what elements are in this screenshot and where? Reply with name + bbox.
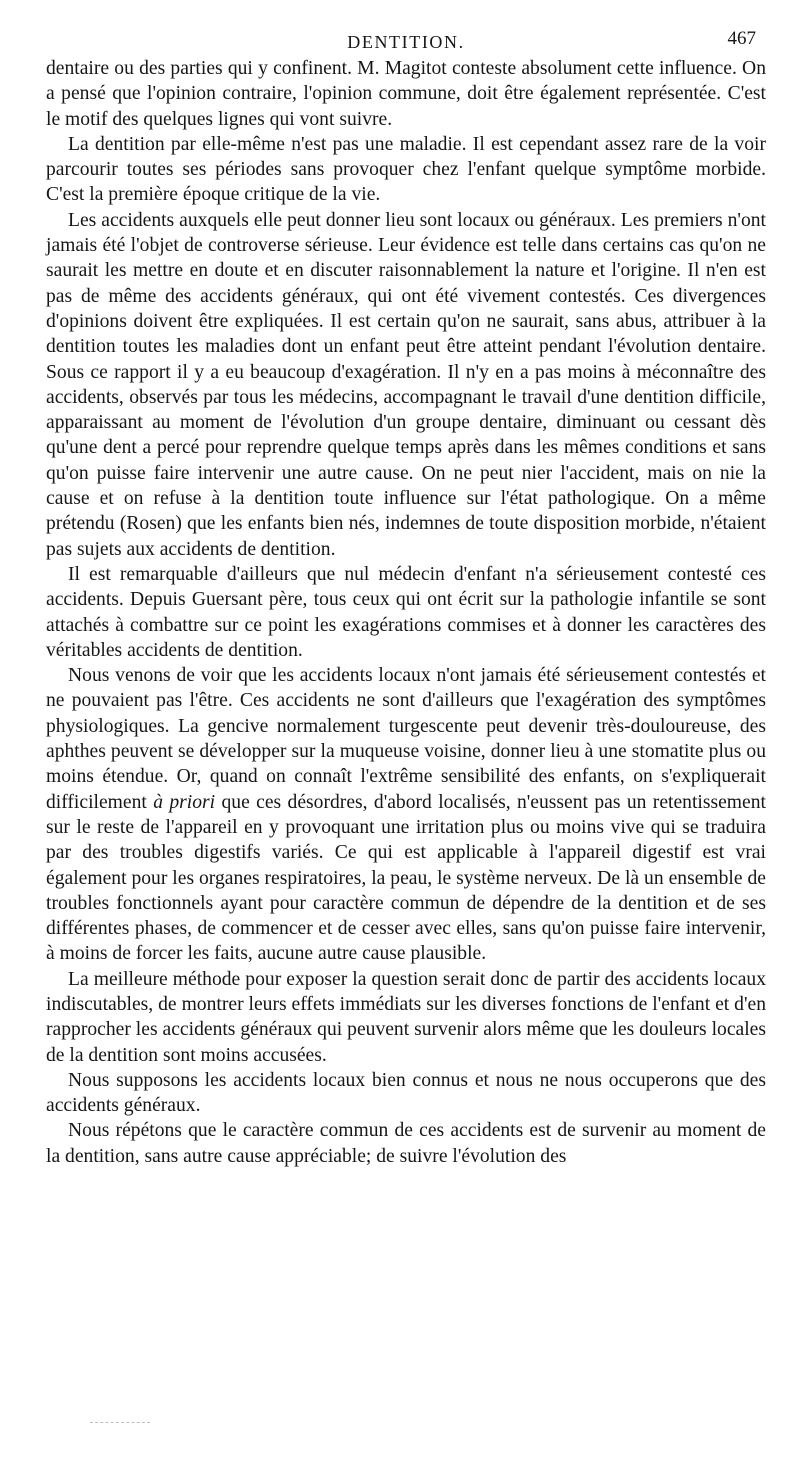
paragraph-text: Il est remarquable d'ailleurs que nul médecin d'enfant n'a sérieusement contesté ces accidents. Depuis Guersant père, tous ceux qui ont écrit sur la pathologie infantile se sont attachés à combattre sur ce point les exagérations commises et à donner les caractères des véritables accidents de dentition. <box>46 563 766 661</box>
paragraph <box>46 967 766 1068</box>
running-head <box>46 0 766 56</box>
running-title: DENTITION. <box>347 32 465 52</box>
printing-mark <box>90 1422 150 1424</box>
paragraph <box>46 562 766 663</box>
paragraph <box>46 663 766 967</box>
paragraph-text: La dentition par elle-même n'est pas une maladie. Il est cependant assez rare de la voir parcourir toutes ses périodes sans provoquer chez l'enfant quelque symptôme morbide. C'est la première époque critique de la vie. <box>46 133 766 206</box>
paragraph-text: dentaire ou des parties qui y confinent. M. Magitot conteste absolument cette influence. On a pensé que l'opinion contraire, l'opinion commune, doit être également représentée. C'est le motif des quelques lignes qui vont suivre. <box>46 58 766 130</box>
paragraph-text: Les accidents auxquels elle peut donner lieu sont locaux ou généraux. Les premiers n'ont jamais été l'objet de controverse sérieuse. Leur évidence est telle dans certains cas qu'on ne saurait les mettre en doute et en discuter raisonnablement la nature et l'origine. Il n'en est pas de même des accidents généraux, qui ont été vivement contestés. Ces divergences d'opinions doivent être expliquées. Il est certain qu'on ne saurait, sans abus, attribuer à la dentition toutes les maladies dont un enfant peut être atteint pendant l'évolution dentaire. Sous ce rapport il y a eu beaucoup d'exagération. Il n'y en a pas moins à méconnaître des accidents, observés par tous les médecins, accompagnant le travail d'une dentition difficile, apparaissant au moment de l'évolution d'un groupe dentaire, diminuant ou cessant dès qu'une dent a percé pour reprendre quelque temps après dans les mêmes conditions et sans qu'on puisse faire intervenir une autre cause. On ne peut nier l'accident, mais on nie la cause et on refuse à la dentition toute influence sur l'état pathologique. On a même prétendu (Rosen) que les enfants bien nés, indemnes de toute disposition morbide, n'étaient pas sujets aux accidents de dentition. <box>46 209 766 560</box>
paragraph-text: Nous répétons que le caractère commun de ces accidents est de survenir au moment de la dentition, sans autre cause appréciable; de suivre l'évolution des <box>46 1120 766 1167</box>
paragraph <box>46 132 766 208</box>
paragraph <box>46 1118 766 1169</box>
paragraph-text: La meilleure méthode pour exposer la question serait donc de partir des accidents locaux indiscutables, de montrer leurs effets immédiats sur les diverses fonctions de l'enfant et d'en rapprocher les accidents généraux qui peuvent survenir alors même que les douleurs locales de la dentition sont moins accusées. <box>46 968 766 1066</box>
paragraph <box>46 56 766 132</box>
paragraph-text: que ces désordres, d'abord localisés, n'eussent pas un retentissement sur le reste de l'appareil en y provoquant une irritation plus ou moins vive qui se traduira par des troubles digestifs variés. Ce qui est applicable à l'appareil digestif est vrai également pour les organes respiratoires, la peau, le système nerveux. De là un ensemble de troubles fonctionnels ayant pour caractère commun de dépendre de la dentition et de ses différentes phases, de commencer et de cesser avec elles, sans qu'on puisse faire intervenir, à moins de forcer les faits, aucune autre cause plausible. <box>46 791 766 965</box>
body-text <box>46 56 766 1169</box>
paragraph <box>46 208 766 562</box>
paragraph-text: Nous supposons les accidents locaux bien connus et nous ne nous occuperons que des accidents généraux. <box>46 1069 766 1117</box>
italic-phrase: à priori <box>153 791 216 813</box>
paragraph <box>46 1068 766 1119</box>
paragraph-text: Nous venons de voir que les accidents locaux n'ont jamais été sérieusement contestés et ne pouvaient pas l'être. Ces accidents ne sont d'ailleurs que l'exagération des symptômes physiologiques. La gencive normalement turgescente peut devenir très-douloureuse, des aphthes peuvent se développer sur la muqueuse voisine, donner lieu à une stomatite plus ou moins étendue. Or, quand on connaît l'extrême sensibilité des enfants, on s'expliquerait difficilement <box>46 665 766 813</box>
page-number: 467 <box>727 28 756 49</box>
